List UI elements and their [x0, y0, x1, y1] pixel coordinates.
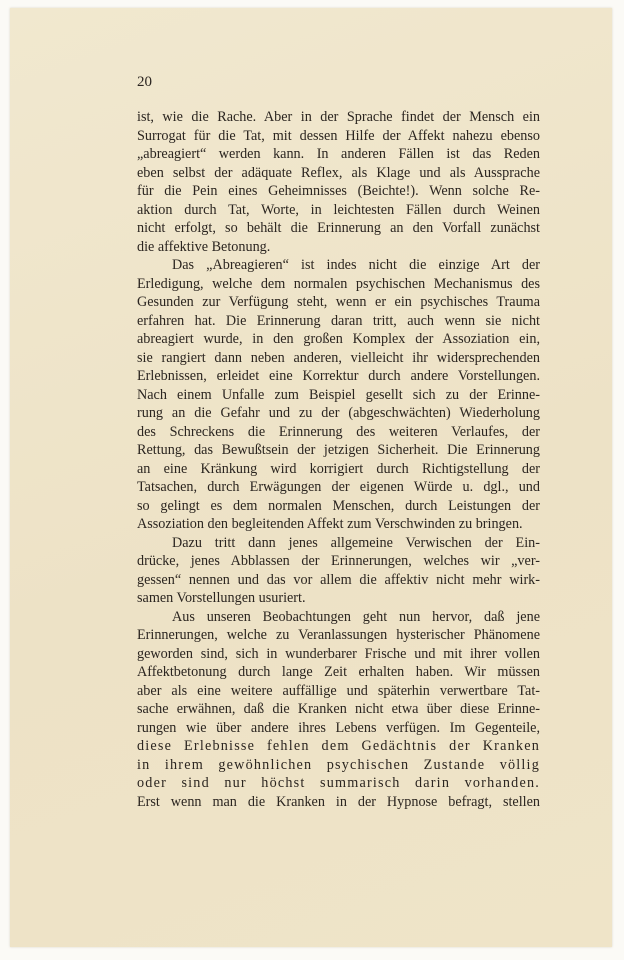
text-line: drücke, jenes Abblassen der Erinnerungen, welches wir „ver- — [137, 553, 540, 569]
text-line: Tatsachen, durch Erwägungen der eigenen Würde u. dgl., und — [137, 479, 540, 495]
text-line: des Schreckens die Erinnerung des weiteren Verlaufes, der — [137, 423, 540, 440]
text-line: abreagiert wurde, in den großen Komplex der Assoziation ein, — [137, 331, 540, 347]
text-line-emphasized: oder sind nur höchst summarisch darin vorhanden. — [137, 775, 540, 791]
text-line: aber als eine weitere auffällige und späterhin verwertbare Tat- — [137, 682, 540, 699]
text-line: Das „Abreagieren“ ist indes nicht die einzige Art der — [172, 257, 540, 273]
book-page — [10, 8, 612, 947]
text-line: eben selbst der adäquate Reflex, als Klage und als Aussprache — [137, 164, 540, 181]
text-line: Erst wenn man die Kranken in der Hypnose befragt, stellen — [137, 793, 540, 810]
text-line: rungen wie über andere ihres Lebens verfügen. Im Gegenteile, — [137, 719, 540, 736]
text-line: Rettung, das Bewußtsein der jetzigen Sicherheit. Die Erinnerung — [137, 442, 540, 458]
text-line: nicht erfolgt, so behält die Erinnerung an den Vorfall zunächst — [137, 220, 540, 236]
text-line: rung an die Gefahr und zu der (abgeschwächten) Wiederholung — [137, 405, 540, 421]
text-line: Surrogat für die Tat, mit dessen Hilfe der Affekt nahezu ebenso — [137, 127, 540, 144]
text-line: sie rangiert dann neben anderen, vielleicht ihr widersprechenden — [137, 349, 540, 366]
text-line: erfahren hat. Die Erinnerung daran tritt, auch wenn sie nicht — [137, 312, 540, 329]
text-line-emphasized: diese Erlebnisse fehlen dem Gedächtnis der Kranken — [137, 738, 540, 754]
text-line: sache erwähnen, daß die Kranken nicht etwa über diese Erinne- — [137, 701, 540, 717]
text-line: Nach einem Unfalle zum Beispiel gesellt sich zu der Erinne- — [137, 386, 540, 403]
text-line: Affektbetonung durch lange Zeit erhalten haben. Wir müssen — [137, 664, 540, 680]
text-line: an eine Kränkung wird korrigiert durch Richtigstellung der — [137, 460, 540, 477]
text-line: ist, wie die Rache. Aber in der Sprache findet der Mensch ein — [137, 109, 540, 125]
text-line: samen Vorstellungen usuriert. — [137, 590, 306, 606]
text-line: Assoziation den begleitenden Affekt zum Verschwinden zu bringen. — [137, 516, 523, 532]
text-line: „abreagiert“ werden kann. In anderen Fällen ist das Reden — [137, 146, 540, 162]
text-line: die affektive Betonung. — [137, 238, 271, 255]
text-line: Gesunden zur Verfügung steht, wenn er ein psychisches Trauma — [137, 294, 540, 310]
text-line: Dazu tritt dann jenes allgemeine Verwischen der Ein- — [172, 534, 540, 551]
body-text — [137, 108, 540, 811]
text-line: so gelingt es dem normalen Menschen, durch Leistungen der — [137, 497, 540, 514]
text-line: Erledigung, welche dem normalen psychischen Mechanismus des — [137, 275, 540, 292]
text-line-emphasized: in ihrem gewöhnlichen psychischen Zustande völlig — [137, 756, 540, 773]
text-line: Erinnerungen, welche zu Veranlassungen hysterischer Phänomene — [137, 627, 540, 643]
text-line: für die Pein eines Geheimnisses (Beichte!). Wenn solche Re- — [137, 183, 540, 199]
text-line: gessen“ nennen und das vor allem die affektiv nicht mehr wirk- — [137, 571, 540, 588]
text-line: Aus unseren Beobachtungen geht nun hervor, daß jene — [172, 608, 540, 625]
text-line: aktion durch Tat, Worte, in leichtesten Fällen durch Weinen — [137, 201, 540, 218]
page-number: 20 — [137, 74, 152, 90]
text-line: Erlebnissen, erleidet eine Korrektur durch andere Vorstellungen. — [137, 368, 540, 384]
text-line: geworden sind, sich in wunderbarer Frische und mit ihrer vollen — [137, 645, 540, 662]
